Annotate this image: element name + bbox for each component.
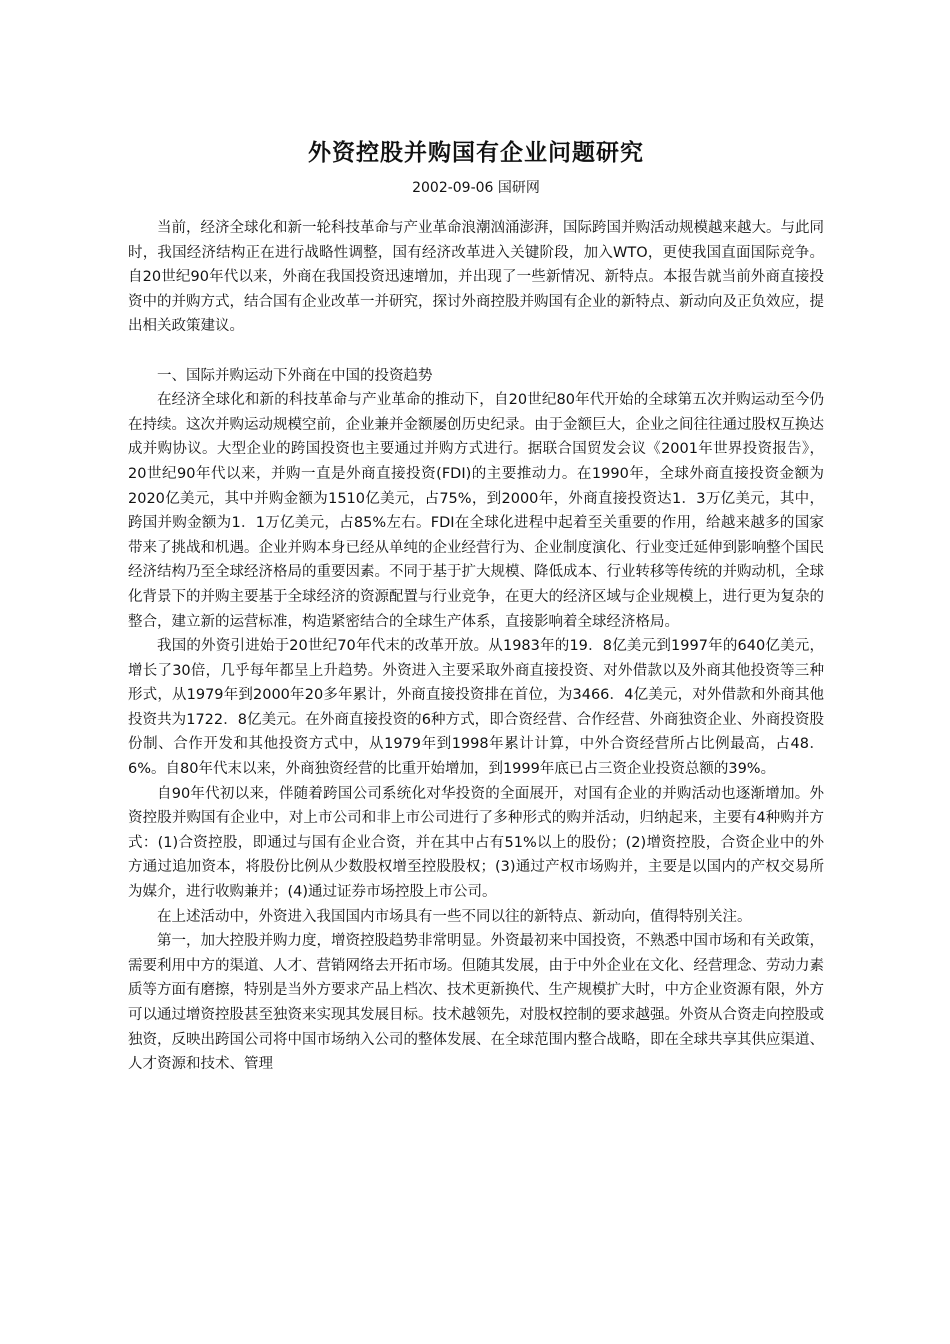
body-paragraph: 在上述活动中，外资进入我国国内市场具有一些不同以往的新特点、新动向，值得特别关注。	[157, 908, 752, 925]
document-body	[128, 216, 824, 1077]
document-page	[128, 136, 824, 1077]
document-title: 外资控股并购国有企业问题研究	[308, 140, 644, 166]
intro-paragraph: 当前，经济全球化和新一轮科技革命与产业革命浪潮汹涌澎湃，国际跨国并购活动规模越来越大。与此同时，我国经济结构正在进行战略性调整，国有经济改革进入关键阶段，加入WTO，更使我国直面国际竞争。自20世纪90年代以来，外商在我国投资迅速增加，并出现了一些新情况、新特点。本报告就当前外商直接投资中的并购方式，结合国有企业改革一并研究，探讨外商控股并购国有企业的新特点、新动向及正负效应，提出相关政策建议。	[128, 220, 824, 335]
document-date-source: 2002-09-06 国研网	[412, 180, 540, 196]
body-paragraph: 我国的外资引进始于20世纪70年代末的改革开放。从1983年的19．8亿美元到1997年的640亿美元，增长了30倍，几乎每年都呈上升趋势。外资进入主要采取外商直接投资、对外借款以及外商其他投资等三种形式，从1979年到2000年20多年累计，外商直接投资排在首位，为3466．4亿美元，对外借款和外商其他投资共为1722．8亿美元。在外商直接投资的6种方式，即合资经营、合作经营、外商独资企业、外商投资股份制、合作开发和其他投资方式中，从1979年到1998年累计计算，中外合资经营所占比例最高，占48．6%。自80年代末以来，外商独资经营的比重开始增加，到1999年底已占三资企业投资总额的39%。	[128, 638, 824, 778]
body-paragraph: 自90年代初以来，伴随着跨国公司系统化对华投资的全面展开，对国有企业的并购活动也逐渐增加。外资控股并购国有企业中，对上市公司和非上市公司进行了多种形式的购并活动，归纳起来，主要有4种购并方式：(1)合资控股，即通过与国有企业合资，并在其中占有51%以上的股份；(2)增资控股，合资企业中的外方通过追加资本，将股份比例从少数股权增至控股股权；(3)通过产权市场购并，主要是以国内的产权交易所为媒介，进行收购兼并；(4)通过证券市场控股上市公司。	[128, 785, 824, 901]
body-paragraph: 第一，加大控股并购力度，增资控股趋势非常明显。外资最初来中国投资，不熟悉中国市场和有关政策，需要利用中方的渠道、人才、营销网络去开拓市场。但随其发展，由于中外企业在文化、经营理念、劳动力素质等方面有磨擦，特别是当外方要求产品上档次、技术更新换代、生产规模扩大时，中方企业资源有限，外方可以通过增资控股甚至独资来实现其发展目标。技术越领先，对股权控制的要求越强。外资从合资走向控股或独资，反映出跨国公司将中国市场纳入公司的整体发展、在全球范围内整合战略，即在全球共享其供应渠道、人才资源和技术、管理	[128, 933, 824, 1073]
section-heading: 一、国际并购运动下外商在中国的投资趋势	[157, 367, 433, 384]
body-paragraph: 在经济全球化和新的科技革命与产业革命的推动下，自20世纪80年代开始的全球第五次并购运动至今仍在持续。这次并购运动规模空前，企业兼并金额屡创历史纪录。由于金额巨大，企业之间往往通过股权互换达成并购协议。大型企业的跨国投资也主要通过并购方式进行。据联合国贸发会议《2001年世界投资报告》，20世纪90年代以来，并购一直是外商直接投资(FDI)的主要推动力。在1990年，全球外商直接投资金额为2020亿美元，其中并购金额为1510亿美元，占75%，到2000年，外商直接投资达1．3万亿美元，其中，跨国并购金额为1．1万亿美元，占85%左右。FDI在全球化进程中起着至关重要的作用，给越来越多的国家带来了挑战和机遇。企业并购本身已经从单纯的企业经营行为、企业制度演化、行业变迁延伸到影响整个国民经济结构乃至全球经济格局的重要因素。不同于基于扩大规模、降低成本、行业转移等传统的并购动机，全球化背景下的并购主要基于全球经济的资源配置与行业竞争，在更大的经济区域与企业规模上，进行更为复杂的整合，建立新的运营标准，构造紧密结合的全球生产体系，直接影响着全球经济格局。	[128, 392, 824, 630]
